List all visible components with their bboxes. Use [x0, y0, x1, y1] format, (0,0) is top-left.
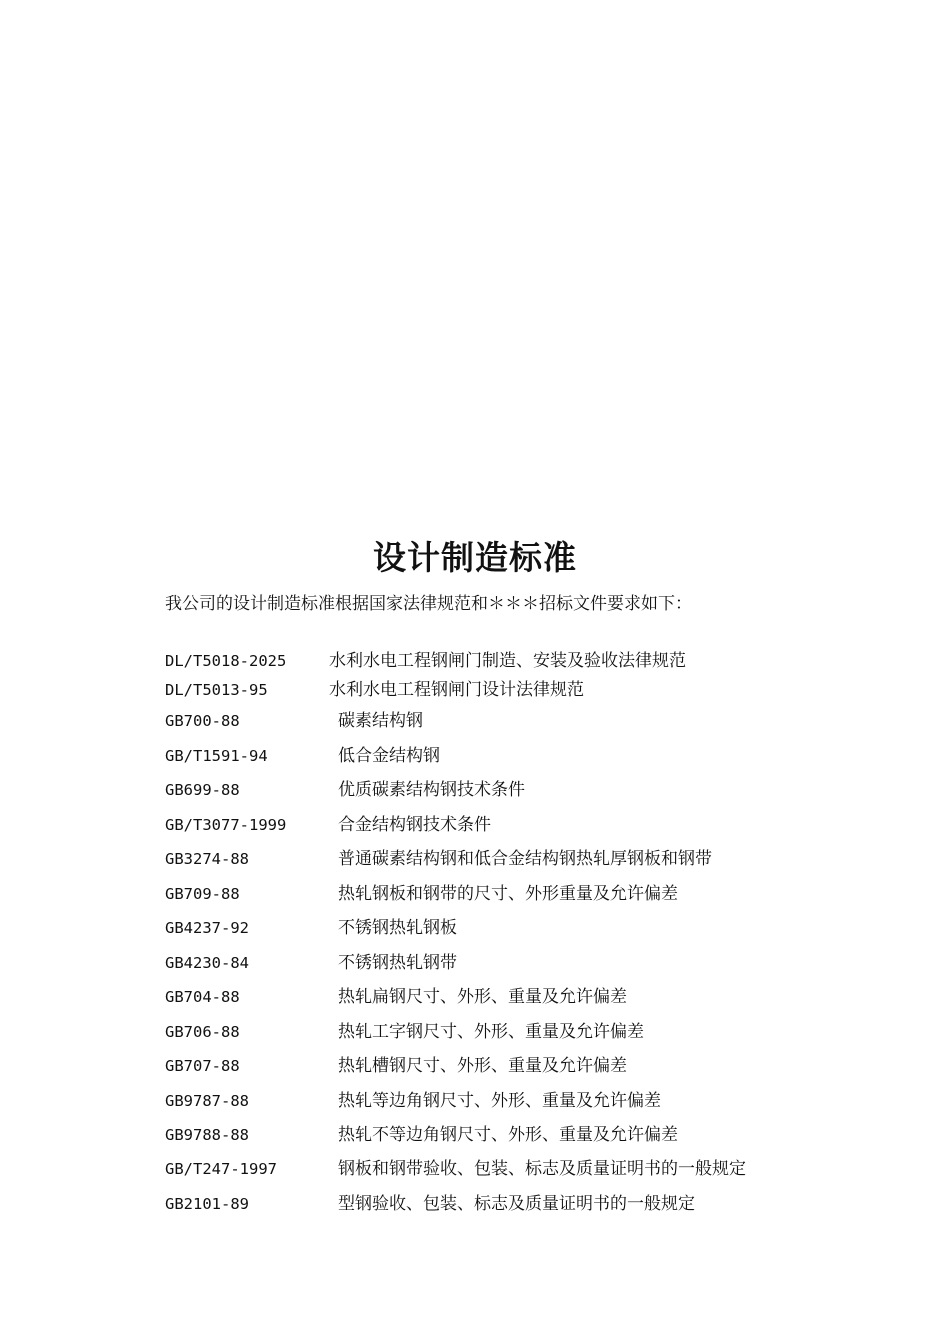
standard-name: 热轧钢板和钢带的尺寸、外形重量及允许偏差 [338, 884, 678, 904]
standard-code: GB700-88 [165, 712, 240, 730]
standard-code: GB9788-88 [165, 1126, 249, 1144]
standard-code: GB4237-92 [165, 919, 249, 937]
standard-code: GB699-88 [165, 781, 240, 799]
standard-name: 水利水电工程钢闸门设计法律规范 [329, 680, 584, 700]
standard-code: GB704-88 [165, 988, 240, 1006]
standard-code: GB3274-88 [165, 850, 249, 868]
standard-code: GB/T3077-1999 [165, 816, 287, 834]
standard-code: GB2101-89 [165, 1195, 249, 1213]
standard-code: GB4230-84 [165, 954, 249, 972]
page-title: 设计制造标准 [373, 538, 577, 577]
standard-name: 钢板和钢带验收、包装、标志及质量证明书的一般规定 [338, 1159, 746, 1179]
standard-code: GB707-88 [165, 1057, 240, 1075]
standard-code: DL/T5018-2025 [165, 652, 287, 670]
standard-name: 低合金结构钢 [338, 746, 440, 766]
standard-code: GB709-88 [165, 885, 240, 903]
standard-name: 型钢验收、包装、标志及质量证明书的一般规定 [338, 1194, 695, 1214]
standard-code: GB706-88 [165, 1023, 240, 1041]
standard-name: 水利水电工程钢闸门制造、安装及验收法律规范 [329, 651, 686, 671]
standard-name: 热轧槽钢尺寸、外形、重量及允许偏差 [338, 1056, 627, 1076]
standard-name: 不锈钢热轧钢带 [338, 953, 457, 973]
standard-name: 热轧工字钢尺寸、外形、重量及允许偏差 [338, 1022, 644, 1042]
standard-name: 热轧不等边角钢尺寸、外形、重量及允许偏差 [338, 1125, 678, 1145]
standard-name: 优质碳素结构钢技术条件 [338, 780, 525, 800]
standard-name: 碳素结构钢 [338, 711, 423, 731]
standard-code: GB9787-88 [165, 1092, 249, 1110]
standard-code: GB/T1591-94 [165, 747, 268, 765]
standard-name: 热轧等边角钢尺寸、外形、重量及允许偏差 [338, 1091, 661, 1111]
standard-name: 普通碳素结构钢和低合金结构钢热轧厚钢板和钢带 [338, 849, 712, 869]
standard-name: 合金结构钢技术条件 [338, 815, 491, 835]
standard-name: 不锈钢热轧钢板 [338, 918, 457, 938]
standard-code: DL/T5013-95 [165, 681, 268, 699]
intro-paragraph: 我公司的设计制造标准根据国家法律规范和＊＊＊招标文件要求如下： [165, 594, 692, 614]
standard-name: 热轧扁钢尺寸、外形、重量及允许偏差 [338, 987, 627, 1007]
standard-code: GB/T247-1997 [165, 1160, 277, 1178]
